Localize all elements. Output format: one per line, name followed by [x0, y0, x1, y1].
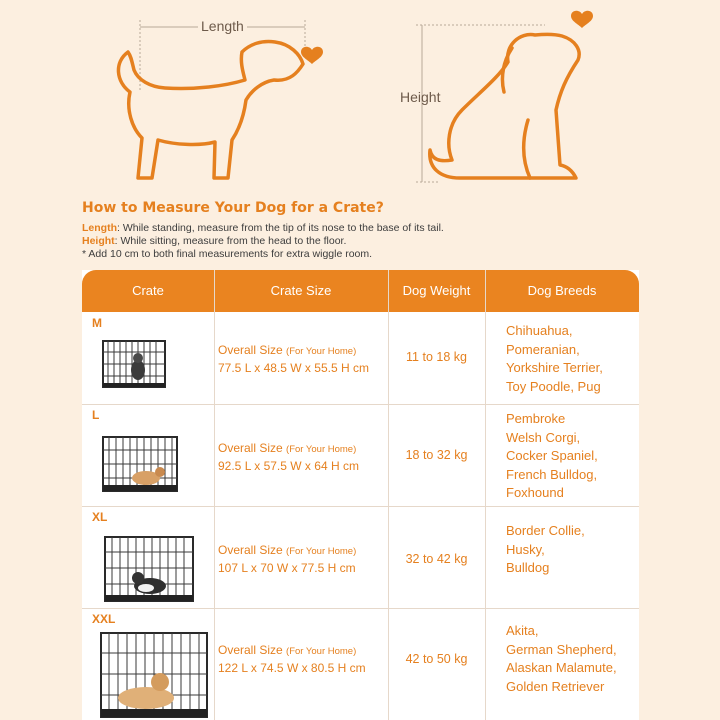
- dog-weight: 32 to 42 kg: [405, 552, 468, 566]
- breed-item: Toy Poodle, Pug: [506, 378, 601, 394]
- standing-dog-icon: [118, 41, 303, 178]
- header-crate: Crate: [132, 283, 164, 298]
- dimension-value: 77.5 L x 48.5 W x 55.5 H cm: [218, 361, 369, 375]
- wiggle-note: * Add 10 cm to both final measurements for extra wiggle room.: [82, 248, 373, 260]
- table-row: [82, 608, 639, 720]
- breed-item: Yorkshire Terrier,: [506, 360, 603, 375]
- guide-title: How to Measure Your Dog for a Crate?: [82, 200, 384, 216]
- overall-size-note: (For Your Home): [286, 444, 357, 455]
- table-row: [82, 404, 639, 506]
- dog-weight: 11 to 18 kg: [406, 350, 467, 364]
- height-text: : While sitting, measure from the head to the floor.: [114, 235, 347, 247]
- dog-breeds: [506, 622, 617, 696]
- length-instruction: [82, 222, 444, 234]
- breed-item: Husky,: [506, 541, 545, 557]
- crate-size-code: XXL: [92, 612, 116, 626]
- dimension-value: 92.5 L x 57.5 W x 64 H cm: [218, 459, 359, 473]
- overall-size-label: Overall Size: [218, 543, 283, 557]
- medium-crate-image: [102, 340, 166, 388]
- breed-item: Foxhound: [506, 485, 564, 500]
- overall-size-note: (For Your Home): [286, 546, 357, 557]
- breed-item: German Shepherd,: [506, 641, 617, 657]
- table-row: [82, 312, 639, 404]
- breed-item: Welsh Corgi,: [506, 429, 581, 445]
- dog-breeds: [506, 522, 585, 578]
- header-crate-size: Crate Size: [270, 283, 332, 298]
- height-label: Height: [400, 89, 441, 105]
- overall-size-note: (For Your Home): [286, 346, 357, 357]
- dog-outline-graphic: [0, 0, 720, 195]
- large-crate-image: [102, 436, 178, 492]
- table-header: [82, 270, 639, 312]
- length-term: Length: [82, 222, 117, 234]
- crate-size-table: [82, 270, 639, 720]
- height-term: Height: [82, 235, 115, 247]
- header-dog-weight: Dog Weight: [402, 283, 471, 298]
- length-text: : While standing, measure from the tip of its nose to the base of its tail.: [117, 222, 444, 234]
- crate-dimensions: [218, 642, 366, 676]
- overall-size-note: (For Your Home): [286, 646, 357, 657]
- sitting-dog-icon: [430, 34, 579, 178]
- breed-item: Golden Retriever: [506, 678, 605, 694]
- xxl-crate-image: [100, 632, 208, 718]
- header-dog-breeds: Dog Breeds: [527, 283, 597, 298]
- length-label: Length: [198, 18, 247, 34]
- dog-weight: 18 to 32 kg: [405, 448, 468, 462]
- dimension-value: 107 L x 70 W x 77.5 H cm: [218, 561, 356, 575]
- heart-icon: [301, 47, 323, 64]
- breed-item: Bulldog: [506, 560, 550, 575]
- crate-dimensions: [218, 542, 356, 576]
- heart-icon: [571, 11, 593, 28]
- crate-size-code: M: [92, 316, 102, 330]
- overall-size-label: Overall Size: [218, 441, 283, 455]
- dog-weight: 42 to 50 kg: [405, 652, 468, 666]
- breed-item: Border Collie,: [506, 523, 585, 538]
- breed-item: Akita,: [506, 623, 539, 638]
- dog-breeds: [506, 322, 603, 396]
- breed-item: French Bulldog,: [506, 466, 598, 482]
- breed-item: Alaskan Malamute,: [506, 660, 617, 675]
- dimension-value: 122 L x 74.5 W x 80.5 H cm: [218, 661, 366, 675]
- breed-item: Pomeranian,: [506, 341, 580, 357]
- crate-size-code: L: [92, 408, 100, 422]
- height-instruction: [82, 235, 346, 247]
- crate-dimensions: [218, 342, 369, 376]
- crate-dimensions: [218, 440, 359, 474]
- overall-size-label: Overall Size: [218, 343, 283, 357]
- xl-crate-image: [104, 536, 194, 602]
- overall-size-label: Overall Size: [218, 643, 283, 657]
- breed-item: Cocker Spaniel,: [506, 448, 598, 463]
- breed-item: Pembroke: [506, 411, 566, 426]
- dog-breeds: [506, 410, 598, 503]
- table-row: [82, 506, 639, 608]
- breed-item: Chihuahua,: [506, 323, 573, 338]
- crate-size-code: XL: [92, 510, 108, 524]
- measurement-illustrations: [0, 0, 720, 195]
